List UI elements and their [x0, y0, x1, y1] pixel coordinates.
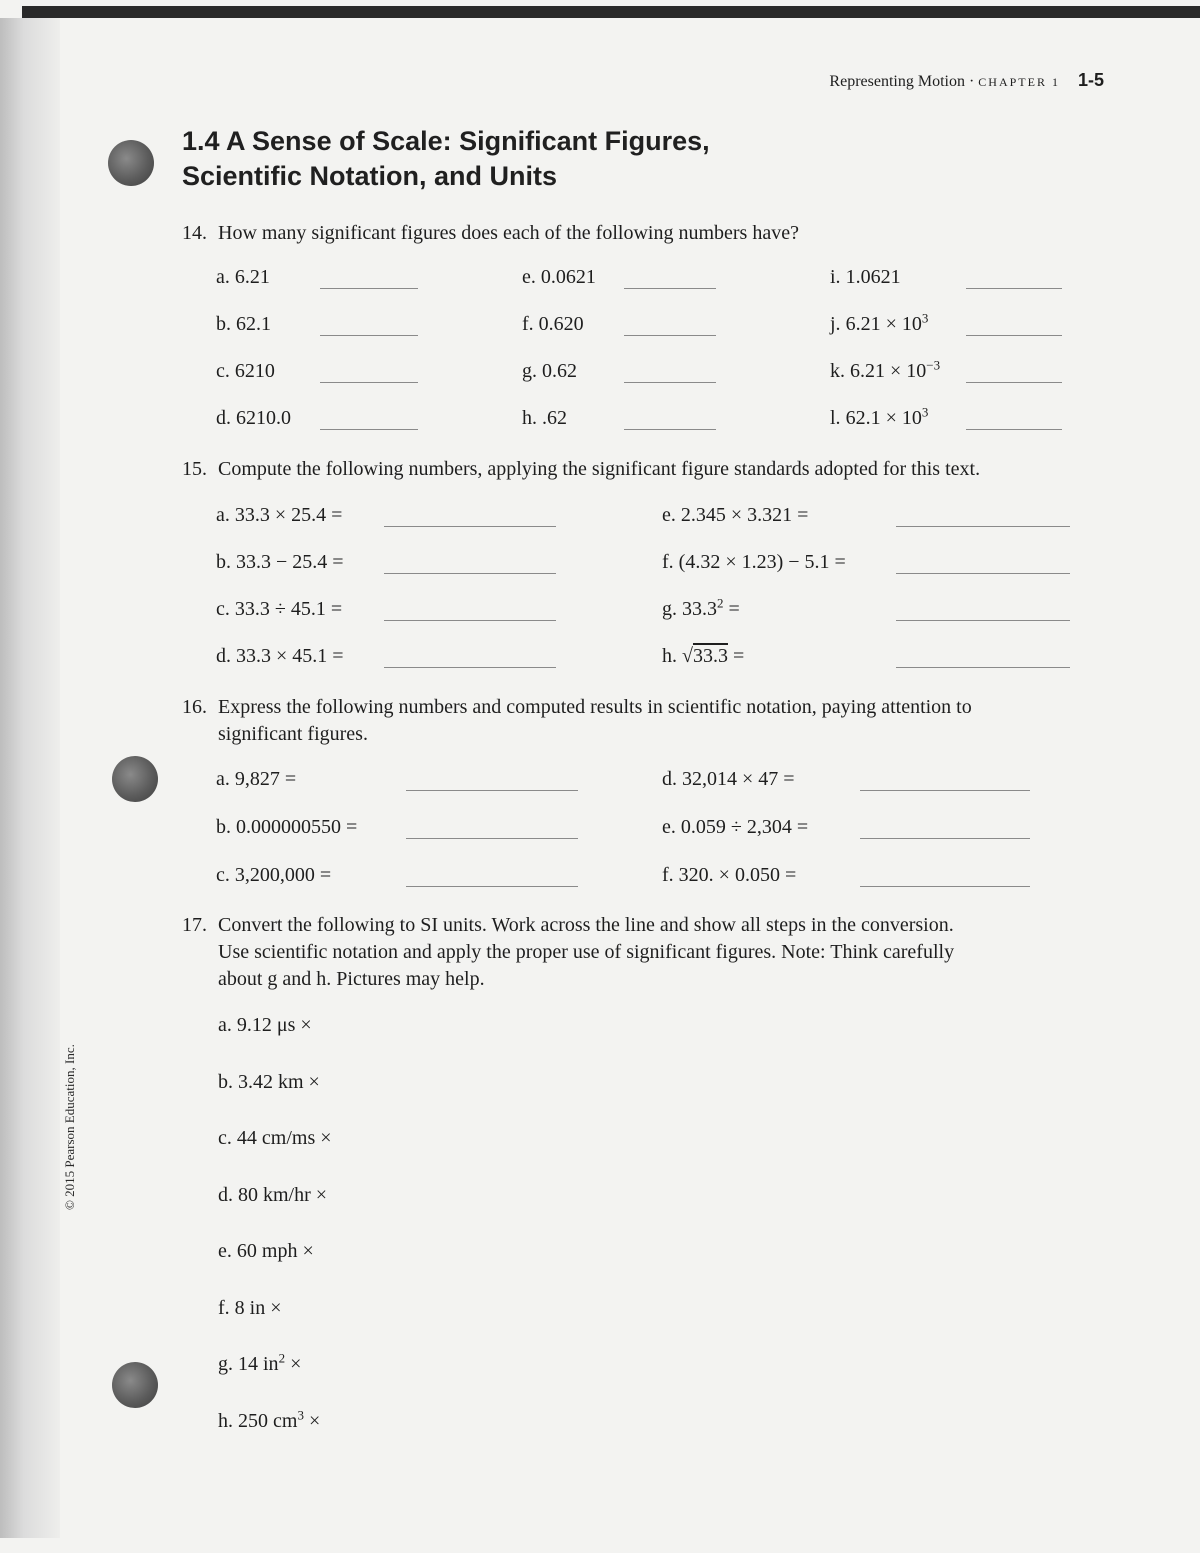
item-expression: 80 km/hr × — [238, 1183, 328, 1206]
q17-item — [218, 1184, 327, 1207]
answer-blank[interactable] — [896, 526, 1070, 527]
punch-hole-icon — [112, 1362, 158, 1408]
item-label: h. — [662, 645, 677, 667]
q15-item — [216, 645, 344, 668]
q14-item — [216, 360, 275, 383]
item-label: a. — [216, 768, 230, 790]
item-expression: 9.12 μs × — [236, 1014, 312, 1036]
item-label: f. — [218, 1296, 230, 1319]
item-expression: 0.0621 — [540, 266, 596, 288]
item-expression: 6.21 — [234, 266, 270, 288]
q17-item — [218, 1240, 314, 1263]
item-expression: 60 mph × — [236, 1240, 314, 1262]
q14-item — [522, 313, 584, 336]
sqrt-symbol: √ — [682, 645, 693, 667]
q17-item — [218, 1071, 320, 1094]
answer-blank[interactable] — [384, 526, 556, 527]
answer-blank[interactable] — [896, 573, 1070, 574]
answer-blank[interactable] — [966, 335, 1062, 336]
item-expression: 32,014 × 47 = — [682, 768, 795, 790]
question-text-line-2: Use scientific notation and apply the proper use of significant figures. Note: Think carefully — [218, 941, 955, 963]
item-label: e. — [662, 504, 676, 526]
item-label: a. — [216, 504, 230, 526]
item-label: g. — [522, 360, 537, 382]
answer-blank[interactable] — [384, 620, 556, 621]
answer-blank[interactable] — [320, 429, 418, 430]
item-label: h. — [218, 1409, 233, 1432]
exponent: 2 — [278, 1350, 286, 1366]
section-title-line-1: 1.4 A Sense of Scale: Significant Figures, — [182, 126, 710, 156]
header-chapter: CHAPTER 1 — [978, 75, 1060, 89]
item-expression: 62.1 — [236, 313, 271, 335]
item-label: e. — [522, 266, 536, 288]
question-number: 17. — [182, 914, 207, 936]
answer-blank[interactable] — [384, 667, 556, 668]
item-label: b. — [218, 1070, 233, 1093]
question-number: 14. — [182, 222, 207, 244]
q14-item — [830, 404, 929, 430]
item-label: c. — [218, 1127, 232, 1149]
q16-item — [216, 816, 357, 839]
q15-item — [216, 551, 344, 574]
item-expression: 62.1 × 10 — [845, 407, 922, 429]
header-separator: · — [968, 73, 975, 90]
question-14 — [182, 220, 1102, 247]
answer-blank[interactable] — [896, 667, 1070, 668]
page-number: 1-5 — [1077, 70, 1104, 90]
answer-blank[interactable] — [320, 335, 418, 336]
answer-blank[interactable] — [860, 886, 1030, 887]
answer-blank[interactable] — [384, 573, 556, 574]
copyright-notice: © 2015 Pearson Education, Inc. — [62, 1044, 77, 1210]
q14-item — [830, 357, 941, 383]
question-text-line-1: Convert the following to SI units. Work across the line and show all steps in the conversion. — [218, 914, 954, 936]
item-expression: 0.000000550 = — [236, 816, 358, 838]
q15-item — [662, 551, 846, 574]
answer-blank[interactable] — [860, 790, 1030, 791]
question-text-line-1: Express the following numbers and computed results in scientific notation, paying attention to — [218, 696, 972, 718]
item-expression: 6.21 × 10 — [845, 313, 922, 335]
radicand: 33.3 — [692, 645, 728, 667]
question-17 — [182, 912, 1102, 993]
q14-item — [830, 266, 901, 289]
q17-item — [218, 1406, 321, 1433]
q17-item — [218, 1127, 332, 1150]
item-label: b. — [216, 551, 231, 573]
item-expression: 0.620 — [538, 313, 584, 335]
item-label: e. — [662, 816, 676, 838]
q17-item — [218, 1350, 302, 1376]
item-expression: 14 in — [238, 1353, 279, 1375]
running-header — [829, 70, 1104, 91]
q17-item — [218, 1014, 312, 1037]
q16-item — [216, 768, 296, 791]
answer-blank[interactable] — [966, 382, 1062, 383]
answer-blank[interactable] — [624, 288, 716, 289]
q16-item — [662, 816, 808, 839]
q14-item — [830, 310, 929, 336]
item-label: f. — [662, 864, 674, 886]
q16-item — [216, 864, 331, 887]
answer-blank[interactable] — [320, 288, 418, 289]
answer-blank[interactable] — [624, 335, 716, 336]
question-text: Compute the following numbers, applying the significant figure standards adopted for this text. — [218, 458, 981, 480]
item-label: l. — [830, 407, 841, 429]
item-operator: × — [303, 1409, 321, 1432]
item-label: b. — [216, 816, 231, 838]
header-text: Representing Motion — [829, 73, 965, 90]
scan-top-edge — [22, 6, 1200, 18]
q14-item — [216, 313, 271, 336]
q15-item — [216, 598, 342, 621]
q17-item — [218, 1297, 282, 1320]
item-label: h. — [522, 407, 537, 429]
exponent: 2 — [717, 595, 724, 611]
item-expression: 6.21 × 10 — [850, 360, 927, 382]
item-expression: 6210.0 — [236, 407, 291, 429]
answer-blank[interactable] — [406, 838, 578, 839]
item-expression: 44 cm/ms × — [236, 1127, 332, 1149]
item-expression: 3.42 km × — [238, 1070, 320, 1093]
item-operator: = — [727, 645, 745, 667]
q14-item — [216, 407, 291, 430]
item-label: j. — [830, 313, 841, 335]
q14-item — [216, 266, 270, 289]
answer-blank[interactable] — [896, 620, 1070, 621]
question-number: 15. — [182, 458, 207, 480]
item-label: i. — [830, 266, 841, 288]
item-label: c. — [216, 360, 230, 382]
answer-blank[interactable] — [624, 382, 716, 383]
item-label: b. — [216, 313, 231, 335]
punch-hole-icon — [108, 140, 154, 186]
exponent: −3 — [926, 357, 941, 373]
item-operator: × — [285, 1353, 302, 1375]
q14-item — [522, 407, 567, 430]
item-expression: 33.3 − 25.4 = — [236, 551, 344, 573]
item-operator: = — [723, 598, 740, 620]
q16-item — [662, 864, 796, 887]
item-label: g. — [218, 1353, 233, 1375]
item-expression: 1.0621 — [845, 266, 901, 288]
exponent: 3 — [297, 1406, 304, 1422]
item-label: a. — [216, 266, 230, 288]
item-label: f. — [522, 313, 534, 335]
question-15 — [182, 456, 1102, 483]
item-expression: 8 in × — [234, 1296, 282, 1319]
q15-item — [662, 645, 744, 668]
item-expression: 6210 — [234, 360, 275, 382]
item-label: c. — [216, 864, 230, 886]
item-label: a. — [218, 1014, 232, 1036]
item-expression: 9,827 = — [234, 768, 297, 790]
item-expression: (4.32 × 1.23) − 5.1 = — [678, 551, 846, 573]
item-expression: 33.3 — [682, 598, 717, 620]
scan-left-edge — [0, 18, 60, 1538]
q14-item — [522, 266, 596, 289]
item-expression: 33.3 ÷ 45.1 = — [234, 598, 343, 620]
item-label: k. — [830, 360, 845, 382]
question-text-line-3: about g and h. Pictures may help. — [218, 968, 485, 990]
item-label: e. — [218, 1240, 232, 1262]
item-expression: .62 — [542, 407, 567, 429]
q14-item — [522, 360, 577, 383]
item-label: d. — [216, 645, 231, 667]
item-expression: 320. × 0.050 = — [678, 864, 797, 886]
q16-item — [662, 768, 795, 791]
question-text-line-2: significant figures. — [218, 723, 368, 745]
answer-blank[interactable] — [406, 886, 578, 887]
answer-blank[interactable] — [320, 382, 418, 383]
answer-blank[interactable] — [406, 790, 578, 791]
question-16 — [182, 694, 1102, 748]
item-expression: 0.059 ÷ 2,304 = — [680, 816, 809, 838]
item-expression: 0.62 — [542, 360, 577, 382]
answer-blank[interactable] — [966, 288, 1062, 289]
answer-blank[interactable] — [624, 429, 716, 430]
item-label: c. — [216, 598, 230, 620]
item-label: d. — [662, 768, 677, 790]
item-expression: 33.3 × 25.4 = — [234, 504, 343, 526]
item-label: g. — [662, 598, 677, 620]
section-title-line-2: Scientific Notation, and Units — [182, 161, 558, 191]
item-label: d. — [216, 407, 231, 429]
item-expression: 33.3 × 45.1 = — [236, 645, 344, 667]
item-expression: 250 cm — [238, 1409, 298, 1432]
q15-item — [662, 504, 808, 527]
answer-blank[interactable] — [966, 429, 1062, 430]
item-expression: 3,200,000 = — [234, 864, 332, 886]
section-title — [182, 124, 710, 194]
question-number: 16. — [182, 696, 207, 718]
item-expression: 2.345 × 3.321 = — [680, 504, 809, 526]
item-label: f. — [662, 551, 674, 573]
q15-item — [216, 504, 342, 527]
question-text: How many significant figures does each of the following numbers have? — [218, 222, 799, 244]
item-label: d. — [218, 1183, 233, 1206]
q15-item — [662, 595, 740, 621]
exponent: 3 — [921, 404, 929, 420]
exponent: 3 — [921, 310, 929, 326]
answer-blank[interactable] — [860, 838, 1030, 839]
punch-hole-icon — [112, 756, 158, 802]
